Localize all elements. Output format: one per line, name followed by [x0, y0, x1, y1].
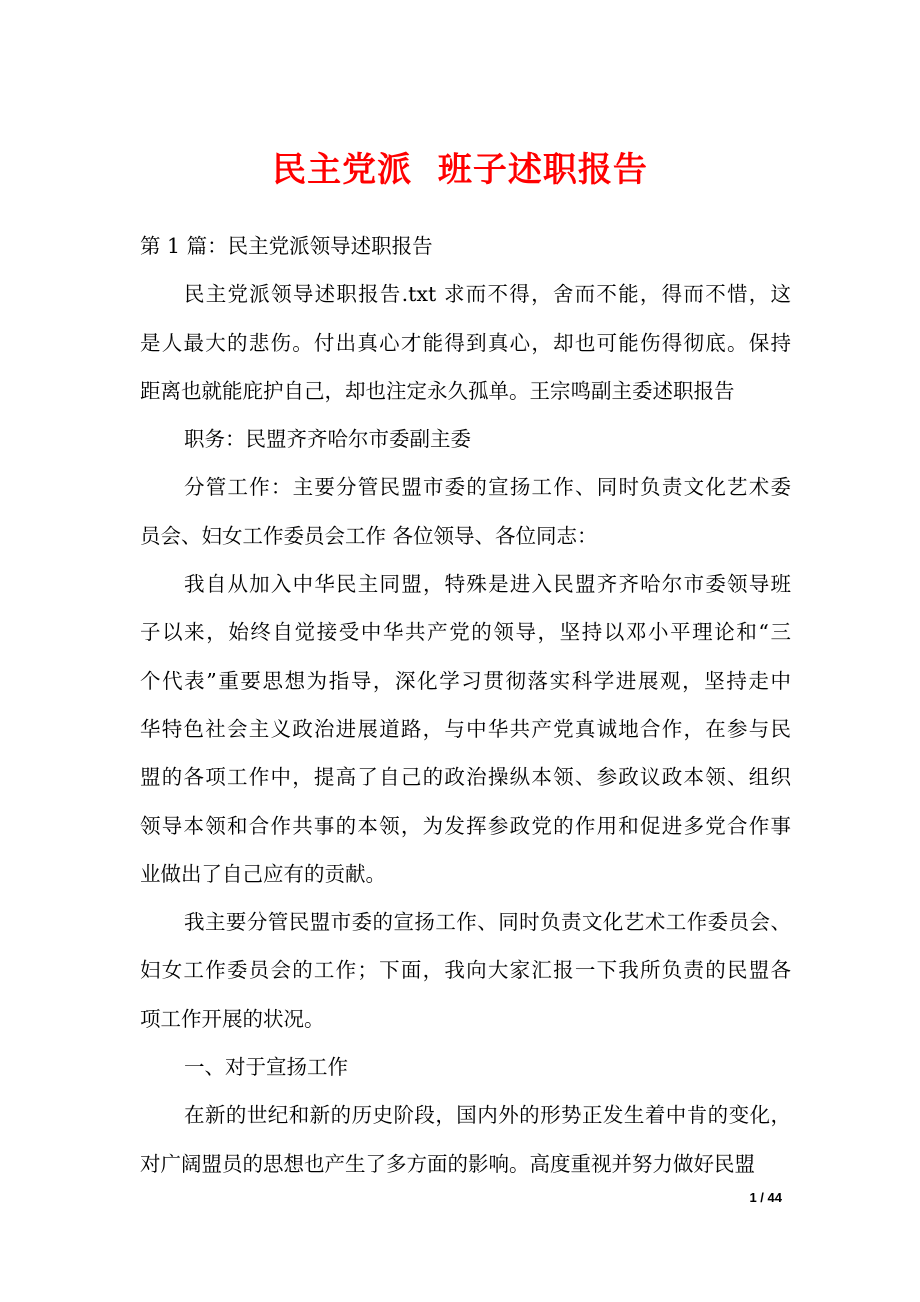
text-line: 在新的世纪和新的历史阶段，国内外的形势正发生着中肯的变化，	[184, 1103, 791, 1128]
paragraph	[140, 419, 791, 467]
document-title: 民主党派 班子述职报告	[272, 150, 648, 190]
text-line: 员会、妇女工作委员会工作 各位领导、各位同志：	[140, 523, 598, 548]
text-line: 我主要分管民盟市委的宣扬工作、同时负责文化艺术工作委员会、	[184, 910, 791, 935]
text-line: 分管工作：主要分管民盟市委的宣扬工作、同时负责文化艺术委	[184, 475, 791, 500]
paragraph	[140, 226, 791, 274]
document-body	[140, 226, 791, 1192]
text-line: 第 1 篇：民主党派领导述职报告	[140, 234, 433, 258]
text-line: 盟的各项工作中，提高了自己的政治操纵本领、参政议政本领、组织	[140, 765, 791, 790]
text-line: 华特色社会主义政治进展道路，与中华共产党真诚地合作，在参与民	[140, 716, 791, 741]
paragraph	[140, 1095, 791, 1192]
text-line: 民主党派领导述职报告.txt 求而不得，舍而不能，得而不惜，这	[184, 282, 791, 307]
text-line: 业做出了自己应有的贡献。	[140, 861, 386, 886]
paragraph	[140, 902, 791, 1047]
paragraph	[140, 467, 791, 564]
paragraph	[140, 564, 791, 902]
text-line: 职务：民盟齐齐哈尔市委副主委	[184, 427, 471, 452]
text-line: 距离也就能庇护自己，却也注定永久孤单。王宗鸣副主委述职报告	[140, 378, 735, 403]
text-line: 一、对于宣扬工作	[184, 1055, 348, 1080]
text-line: 我自从加入中华民主同盟，特殊是进入民盟齐齐哈尔市委领导班	[184, 572, 791, 597]
text-line: 妇女工作委员会的工作；下面，我向大家汇报一下我所负责的民盟各	[140, 958, 791, 983]
text-line: 领导本领和合作共事的本领，为发挥参政党的作用和促进多党合作事	[140, 813, 791, 838]
paragraph	[140, 1047, 791, 1095]
text-line: 项工作开展的状况。	[140, 1006, 325, 1031]
text-line: 对广阔盟员的思想也产生了多方面的影响。高度重视并努力做好民盟	[140, 1151, 755, 1176]
page-number: 1 / 44	[749, 1190, 782, 1205]
text-line: 是人最大的悲伤。付出真心才能得到真心，却也可能伤得彻底。保持	[140, 330, 791, 355]
text-line: 个代表”重要思想为指导，深化学习贯彻落实科学进展观，坚持走中	[140, 668, 791, 693]
paragraph	[140, 274, 791, 419]
text-line: 子以来，始终自觉接受中华共产党的领导，坚持以邓小平理论和“三	[140, 620, 791, 645]
